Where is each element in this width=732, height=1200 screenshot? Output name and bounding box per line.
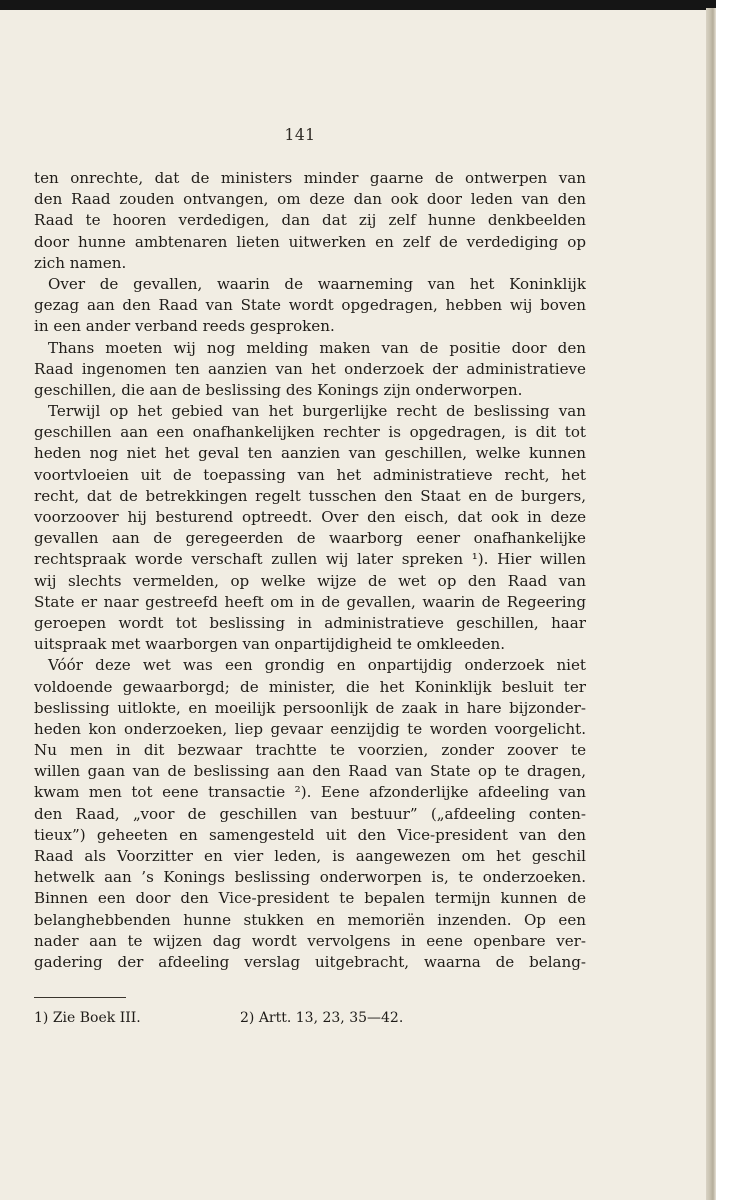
footnote-2: 2) Artt. 13, 23, 35—42. bbox=[240, 1010, 404, 1026]
text-line: belanghebbenden hunne stukken en memoriën inzenden. Op een bbox=[34, 910, 586, 929]
text-line: tieux”) geheeten en samengesteld uit den Vice-president van den bbox=[34, 825, 586, 844]
text-line: rechtspraak worde verschaft zullen wij later spreken ¹). Hier willen bbox=[34, 550, 586, 569]
scan-right-margin bbox=[716, 0, 732, 1200]
text-line: Binnen een door den Vice-president te bepalen termijn kunnen de bbox=[34, 889, 586, 908]
footnote-1: 1) Zie Boek III. bbox=[34, 1010, 141, 1026]
body-text bbox=[34, 168, 586, 973]
text-line: kwam men tot eene transactie ²). Eene afzonderlijke afdeeling van bbox=[34, 783, 586, 802]
text-line: heden kon onderzoeken, liep gevaar eenzijdig te worden voorgelicht. bbox=[34, 719, 586, 738]
text-line: willen gaan van de beslissing aan den Raad van State op te dragen, bbox=[34, 762, 586, 781]
text-line: wij slechts vermelden, op welke wijze de wet op den Raad van bbox=[34, 571, 586, 590]
page-number: 141 bbox=[284, 126, 316, 144]
text-line: Raad als Voorzitter en vier leden, is aangewezen om het geschil bbox=[34, 847, 586, 865]
text-line: voldoende gewaarborgd; de minister, die het Koninklijk besluit ter bbox=[34, 677, 586, 696]
text-line: Terwijl op het gebied van het burgerlijke recht de beslissing van bbox=[48, 402, 586, 421]
text-line: Nu men in dit bezwaar trachtte te voorzien, zonder zoover te bbox=[34, 741, 586, 760]
footnote-rule bbox=[34, 997, 126, 998]
text-line: ten onrechte, dat de ministers minder gaarne de ontwerpen van bbox=[34, 169, 586, 187]
text-line: voorzoover hij besturend optreedt. Over den eisch, dat ook in deze bbox=[34, 508, 586, 526]
text-line: geschillen aan een onafhankelijken rechter is opgedragen, is dit tot bbox=[34, 423, 586, 442]
text-line: den Raad zouden ontvangen, om deze dan ook door leden van den bbox=[34, 190, 586, 209]
text-line: nader aan te wijzen dag wordt vervolgens in eene openbare ver- bbox=[34, 931, 586, 950]
text-line: voortvloeien uit de toepassing van het administratieve recht, het bbox=[34, 465, 586, 484]
text-line: door hunne ambtenaren lieten uitwerken en zelf de verdediging op bbox=[34, 232, 586, 251]
text-line: Vóór deze wet was een grondig en onpartijdig onderzoek niet bbox=[48, 656, 586, 675]
footnotes bbox=[34, 1010, 404, 1026]
text-line: heden nog niet het geval ten aanzien van geschillen, welke kunnen bbox=[34, 444, 586, 463]
text-line: gezag aan den Raad van State wordt opgedragen, hebben wij boven bbox=[34, 296, 586, 315]
text-line: hetwelk aan ’s Konings beslissing onderworpen is, te onderzoeken. bbox=[34, 868, 586, 887]
text-line: geroepen wordt tot beslissing in administratieve geschillen, haar bbox=[34, 613, 586, 632]
text-line: zich namen. bbox=[34, 253, 127, 272]
text-line: Raad te hooren verdedigen, dan dat zij zelf hunne denkbeelden bbox=[34, 211, 586, 230]
text-line: in een ander verband reeds gesproken. bbox=[34, 317, 335, 336]
text-line: gevallen aan de geregeerden de waarborg eener onafhankelijke bbox=[34, 529, 586, 548]
page-edge bbox=[706, 8, 716, 1200]
text-line: gadering der afdeeling verslag uitgebracht, waarna de belang- bbox=[34, 952, 586, 971]
text-line: den Raad, „voor de geschillen van bestuur” („afdeeling conten- bbox=[34, 804, 586, 823]
scan-top-border bbox=[0, 0, 732, 10]
text-line: uitspraak met waarborgen van onpartijdigheid te omkleeden. bbox=[34, 635, 506, 654]
text-line: State er naar gestreefd heeft om in de gevallen, waarin de Regeering bbox=[34, 592, 586, 611]
text-line: recht, dat de betrekkingen regelt tusschen den Staat en de burgers, bbox=[34, 486, 586, 505]
text-line: Thans moeten wij nog melding maken van de positie door den bbox=[48, 338, 586, 357]
text-line: Over de gevallen, waarin de waarneming van het Koninklijk bbox=[48, 274, 586, 293]
text-line: Raad ingenomen ten aanzien van het onderzoek der administratieve bbox=[34, 359, 586, 378]
text-line: beslissing uitlokte, en moeilijk persoonlijk de zaak in hare bijzonder- bbox=[34, 698, 586, 717]
text-line: geschillen, die aan de beslissing des Konings zijn onderworpen. bbox=[34, 380, 523, 399]
